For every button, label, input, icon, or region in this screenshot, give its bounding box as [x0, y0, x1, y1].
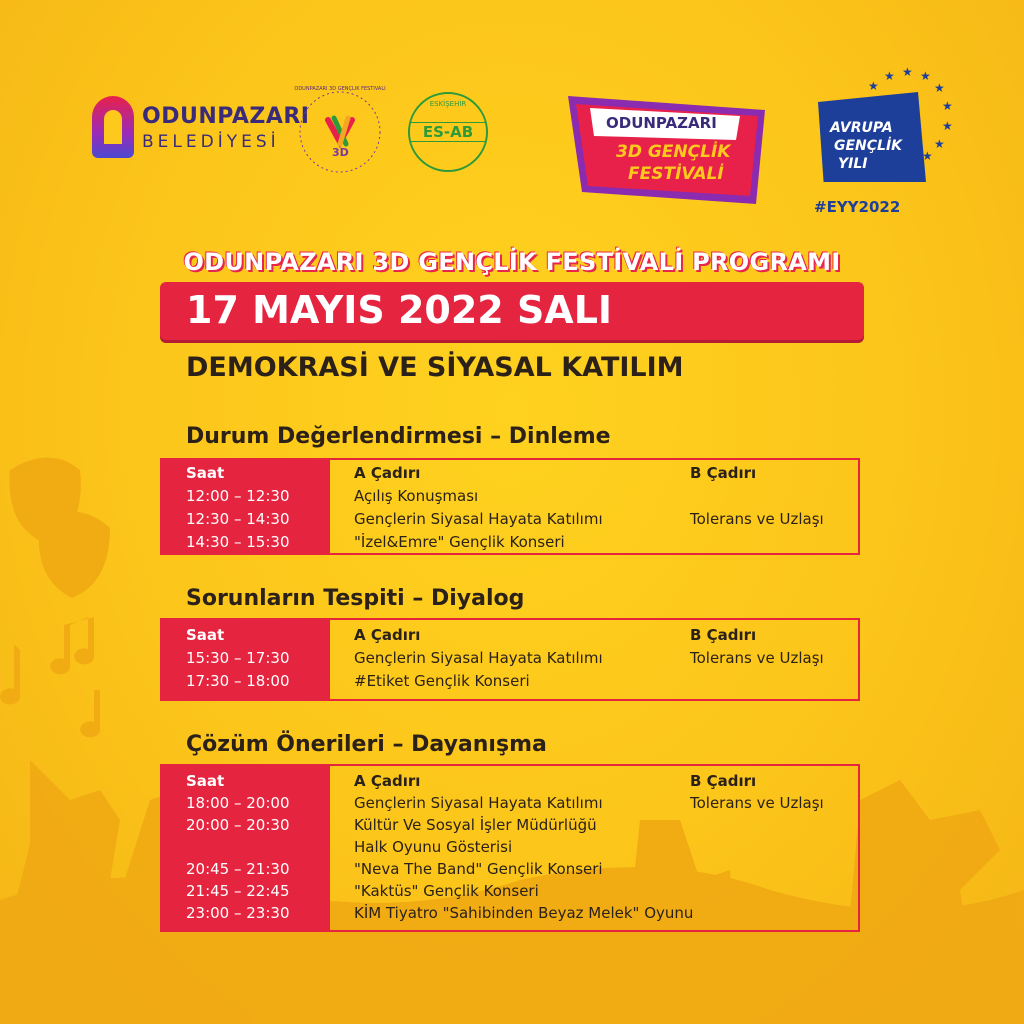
festival-ring-text: ODUNPAZARI 3D GENÇLİK FESTİVALİ: [294, 86, 386, 92]
program-title: ODUNPAZARI 3D GENÇLİK FESTİVALİ PROGRAMI: [183, 248, 841, 276]
festival-badge-logo: [560, 92, 770, 212]
header-time: Saat: [186, 772, 225, 790]
eyy-line2: GENÇLİK: [834, 138, 903, 154]
schedule-table-1: [160, 458, 860, 555]
schedule-table-2: [160, 618, 860, 701]
section-title-1: Durum Değerlendirmesi – Dinleme: [186, 424, 611, 449]
svg-text:★: ★: [884, 69, 895, 83]
svg-text:★: ★: [868, 79, 879, 93]
row-a: Halk Oyunu Gösterisi: [354, 838, 513, 856]
music-note-icon: [0, 644, 20, 704]
eyy-line1: AVRUPA: [830, 120, 893, 136]
eyy-line3: YILI: [838, 156, 868, 172]
svg-text:★: ★: [934, 137, 945, 151]
badge-line3: FESTİVALİ: [628, 164, 724, 184]
header-b: B Çadırı: [690, 626, 757, 644]
svg-text:★: ★: [902, 65, 913, 79]
festival-figures-icon: [298, 90, 382, 174]
table-row: [162, 649, 858, 672]
row-time: 12:30 – 14:30: [186, 510, 290, 528]
row-a: Açılış Konuşması: [354, 487, 479, 505]
table-row: [162, 487, 858, 510]
badge-line2: 3D GENÇLİK: [616, 142, 731, 162]
table-row: [162, 882, 858, 905]
table-row: [162, 510, 858, 533]
row-a: "Kaktüs" Gençlik Konseri: [354, 882, 539, 900]
header-a: A Çadırı: [354, 464, 421, 482]
esab-ring-text: ESKİŞEHİR: [429, 100, 467, 108]
music-note-icon: [50, 617, 94, 674]
table-row: [162, 816, 858, 839]
table-row: [162, 533, 858, 556]
header-a: A Çadırı: [354, 772, 421, 790]
row-time: 17:30 – 18:00: [186, 672, 290, 690]
row-a: Gençlerin Siyasal Hayata Katılımı: [354, 794, 603, 812]
eyy-hashtag: #EYY2022: [814, 198, 901, 216]
row-a: KİM Tiyatro "Sahibinden Beyaz Melek" Oyunu: [354, 904, 694, 922]
svg-text:★: ★: [942, 119, 953, 133]
row-a: "İzel&Emre" Gençlik Konseri: [354, 533, 565, 551]
row-b: Tolerans ve Uzlaşı: [690, 649, 824, 667]
row-time: 18:00 – 20:00: [186, 794, 290, 812]
esab-logo: [408, 92, 488, 172]
odunpazari-logo-mark: [92, 96, 134, 158]
table-header: [162, 626, 858, 649]
table-row: [162, 672, 858, 695]
row-time: 20:00 – 20:30: [186, 816, 290, 834]
music-note-icon: [80, 690, 100, 737]
header-a: A Çadırı: [354, 626, 421, 644]
row-a: Kültür Ve Sosyal İşler Müdürlüğü: [354, 816, 597, 834]
svg-text:★: ★: [942, 99, 953, 113]
row-b: Tolerans ve Uzlaşı: [690, 510, 824, 528]
table-row: [162, 860, 858, 883]
table-header: [162, 772, 858, 795]
festival-3d-text: 3D: [332, 146, 349, 159]
odunpazari-logo-line2: BELEDİYESİ: [142, 132, 280, 152]
svg-text:★: ★: [934, 81, 945, 95]
svg-text:★: ★: [920, 69, 931, 83]
table-row: [162, 794, 858, 817]
row-a: Gençlerin Siyasal Hayata Katılımı: [354, 510, 603, 528]
row-time: 12:00 – 12:30: [186, 487, 290, 505]
header-b: B Çadırı: [690, 464, 757, 482]
row-time: 15:30 – 17:30: [186, 649, 290, 667]
row-b: Tolerans ve Uzlaşı: [690, 794, 824, 812]
theatre-mask-icon: [39, 512, 110, 598]
row-time: 23:00 – 23:30: [186, 904, 290, 922]
row-time: 14:30 – 15:30: [186, 533, 290, 551]
row-a: "Neva The Band" Gençlik Konseri: [354, 860, 603, 878]
date-text: 17 MAYIS 2022 SALI: [186, 288, 613, 332]
theme-title: DEMOKRASİ VE SİYASAL KATILIM: [186, 352, 684, 383]
european-youth-year-logo: [814, 62, 958, 222]
row-time: 21:45 – 22:45: [186, 882, 290, 900]
svg-text:★: ★: [922, 149, 933, 163]
section-title-3: Çözüm Önerileri – Dayanışma: [186, 732, 547, 757]
date-banner: [160, 282, 864, 340]
festival-circular-logo: [294, 86, 386, 174]
section-title-2: Sorunların Tespiti – Diyalog: [186, 586, 525, 611]
row-a: #Etiket Gençlik Konseri: [354, 672, 530, 690]
header-time: Saat: [186, 626, 225, 644]
schedule-table-3: [160, 764, 860, 932]
table-row: [162, 904, 858, 927]
odunpazari-logo-line1: ODUNPAZARI: [142, 104, 310, 129]
esab-text: ES-AB: [410, 122, 486, 142]
header-b: B Çadırı: [690, 772, 757, 790]
row-a: Gençlerin Siyasal Hayata Katılımı: [354, 649, 603, 667]
table-header: [162, 464, 858, 487]
row-time: 20:45 – 21:30: [186, 860, 290, 878]
badge-line1: ODUNPAZARI: [606, 114, 717, 132]
table-row: [162, 838, 858, 861]
header-time: Saat: [186, 464, 225, 482]
